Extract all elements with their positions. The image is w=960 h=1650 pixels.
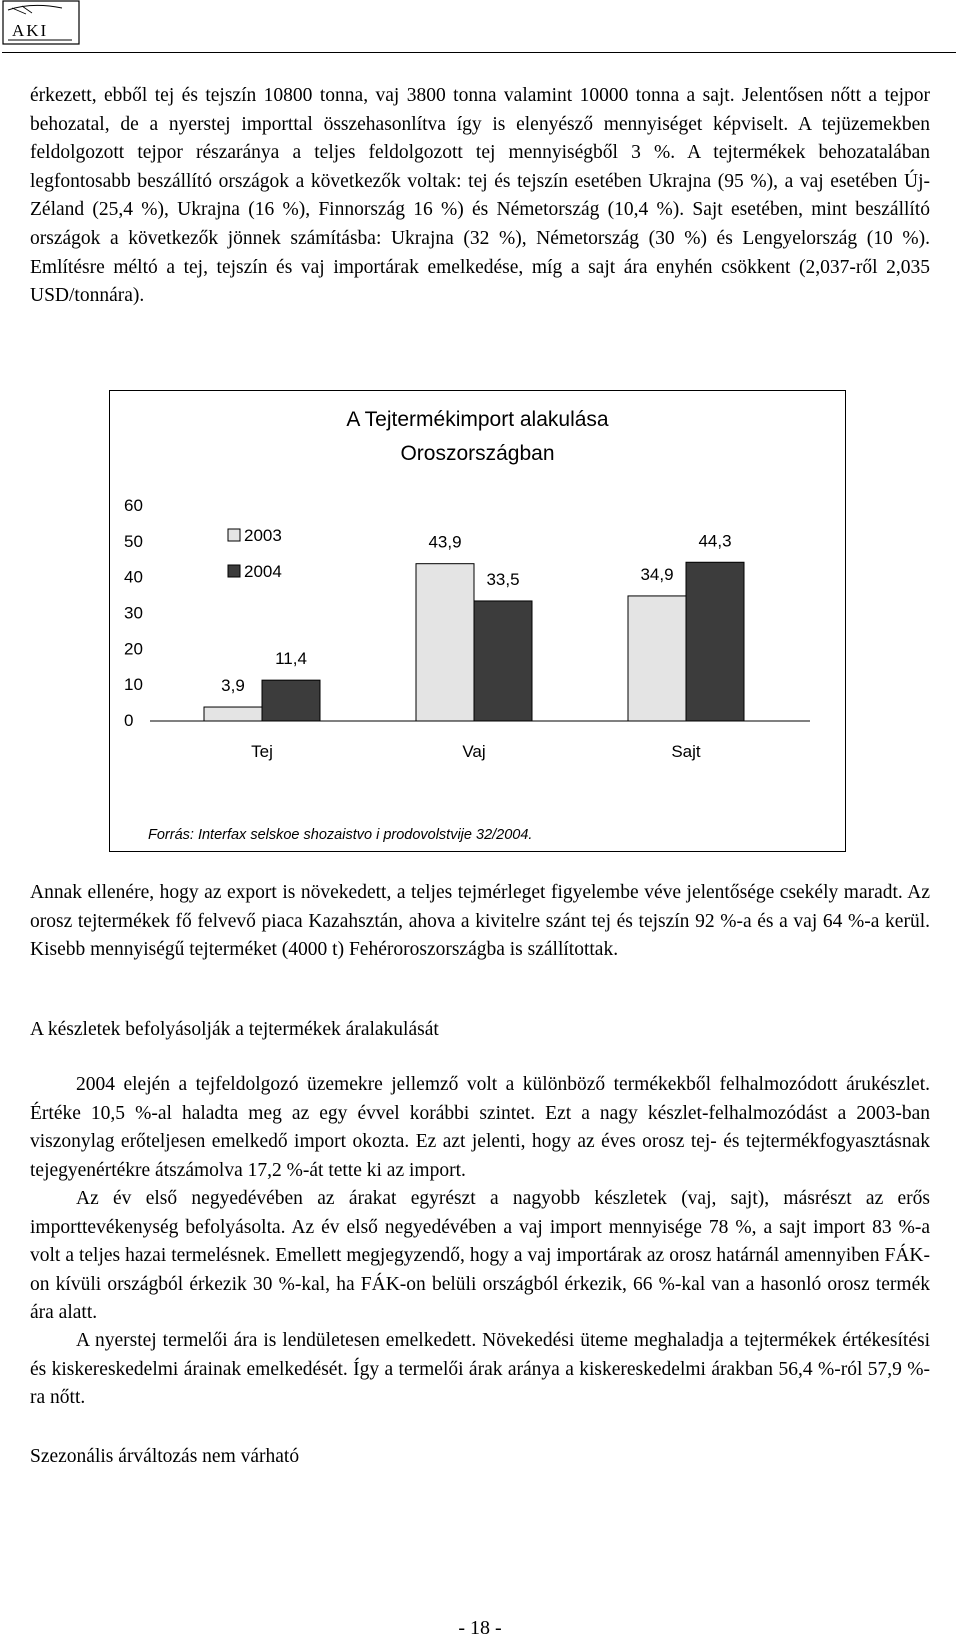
logo-text: AKI bbox=[12, 21, 49, 40]
data-label-vaj-2003: 43,9 bbox=[428, 532, 462, 552]
bar-sajt-2004 bbox=[686, 562, 744, 721]
section-heading-inventory: A készletek befolyásolják a tejtermékek áralakulását bbox=[30, 1019, 439, 1040]
bar-vaj-2004 bbox=[474, 601, 532, 721]
y-tick-label: 40 bbox=[124, 567, 143, 587]
page-number: - 18 - bbox=[458, 1617, 502, 1639]
chart-title-line2: Oroszországban bbox=[400, 442, 555, 465]
paragraph-quarter: Az év első negyedévében az árakat egyrészt a nagyobb készletek (vaj, sajt), másrészt az erős importtevékenység befolyásolta. Az év első negyedévében a vaj import mennyisége 78 %, a sajt import 83 %-a volt a teljes hazai termelésnek. Emellett megjegyzendő, hogy a vaj importárak az orosz határnál amennyiben FÁK-on kívüli országból érkezik 30 %-kal, ha FÁK-on belüli országból érkezik, 66 %-kal van a hasonló orosz termék ára alatt. bbox=[30, 1188, 930, 1324]
paragraph-export: Annak ellenére, hogy az export is növekedett, a teljes tejmérleget figyelembe véve jelentősége csekély maradt. Az orosz tejtermékek fő felvevő piaca Kazahsztán, ahova a kivitelre szánt tej és tejszín 92 %-a és a vaj 64 %-a kerül. Kisebb mennyiségű tejterméket (4000 t) Fehéroroszországba is szállítottak. bbox=[30, 882, 930, 961]
section-heading-seasonal: Szezonális árváltozás nem várható bbox=[30, 1446, 300, 1467]
data-label-sajt-2004: 44,3 bbox=[698, 531, 732, 551]
bar-tej-2004 bbox=[262, 680, 320, 721]
data-label-tej-2004: 11,4 bbox=[275, 649, 307, 669]
legend-swatch-2004 bbox=[228, 565, 240, 577]
y-tick-label: 0 bbox=[124, 711, 134, 730]
header-rule bbox=[2, 52, 956, 53]
legend-label-2003: 2003 bbox=[244, 526, 282, 545]
y-tick-label: 60 bbox=[124, 496, 143, 515]
data-label-sajt-2003: 34,9 bbox=[640, 564, 674, 584]
x-tick-label-tej: Tej bbox=[251, 742, 273, 761]
legend-swatch-2003 bbox=[228, 529, 240, 541]
chart-title-line1: A Tejtermékimport alakulása bbox=[346, 408, 609, 431]
paragraph-inventory: 2004 elején a tejfeldolgozó üzemekre jellemző volt a különböző termékekből felhalmozódott árukészlet. Értéke 10,5 %-al haladta meg az egy évvel korábbi szintet. Ezt a nagy készlet-felhalmozódást a 2003-ban viszonylag erőteljesen emelkedő import okozta. Ez azt jelenti, hogy az éves orosz tej- és tejtermékfogyasztásnak tejegyenértékre átszámolva 17,2 %-át tette ki az import. bbox=[30, 1074, 930, 1181]
aki-logo bbox=[2, 0, 80, 45]
y-tick-label: 30 bbox=[124, 603, 143, 623]
data-label-vaj-2004: 33,5 bbox=[486, 569, 520, 589]
chart-source: Forrás: Interfax selskoe shozaistvo i prodovolstvije 32/2004. bbox=[148, 827, 533, 843]
y-tick-label: 10 bbox=[124, 675, 143, 695]
y-tick-label: 20 bbox=[124, 639, 143, 659]
y-tick-label: 50 bbox=[124, 531, 143, 551]
bar-vaj-2003 bbox=[416, 564, 474, 721]
bar-sajt-2003 bbox=[628, 596, 686, 721]
x-tick-label-sajt: Sajt bbox=[671, 742, 701, 761]
data-label-tej-2003: 3,9 bbox=[221, 676, 245, 696]
paragraph-raw-milk: A nyerstej termelői ára is lendületesen emelkedett. Növekedési üteme meghaladja a tejtermékek értékesítési és kiskereskedelmi árainak emelkedését. Így a termelői árak aránya a kiskereskedelmi árakban 56,4 %-ról 57,9 %-ra nőtt. bbox=[30, 1330, 930, 1409]
paragraph-intro: érkezett, ebből tej és tejszín 10800 tonna, vaj 3800 tonna valamint 10000 tonna a sajt. Jelentősen nőtt a tejpor behozatal, de a nyerstej importtal összehasonlítva így is elenyésző mennyiséget képviselt. A tejüzemekben feldolgozott tejpor részaránya a teljes feldolgozott tej mennyiségből 3 %. A tejtermékek behozatalában legfontosabb beszállító országok a következők voltak: tej és tejszín esetében Ukrajna (95 %), a vaj esetében Új-Zéland (25,4 %), Ukrajna (16 %), Finnország 16 %) és Németország (10,4 %). Sajt esetében, mint beszállító országok a következők jönnek számításba: Ukrajna (32 %), Németország (30 %) és Lengyelország (10 %). Említésre méltó a tej, tejszín és vaj importárak emelkedése, míg a sajt ára enyhén csökkent (2,037-ről 2,035 USD/tonnára). bbox=[30, 85, 930, 307]
legend-label-2004: 2004 bbox=[244, 562, 282, 581]
bar-tej-2003 bbox=[204, 707, 262, 721]
chart-frame bbox=[109, 390, 846, 852]
bar-chart bbox=[110, 391, 845, 851]
x-tick-label-vaj: Vaj bbox=[462, 742, 486, 761]
